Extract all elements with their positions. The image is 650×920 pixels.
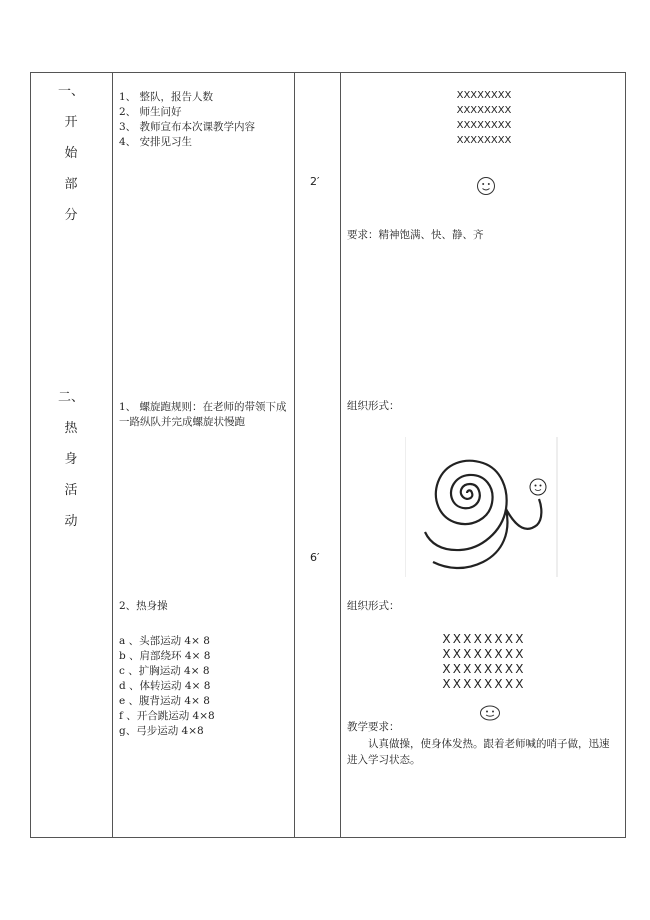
exercise-item: d 、体转运动 4× 8 [119, 680, 211, 692]
start-item: 3、 教师宣布本次课教学内容 [119, 121, 256, 133]
exercise-title: 2、热身操 [119, 600, 168, 612]
start-item: 1、 整队，报告人数 [119, 91, 214, 103]
formation-row: XXXXXXXX [442, 632, 526, 646]
teaching-req-text: 认真做操，使身体发热。跟着老师喊的哨子做，迅速进入学习状态。 [347, 738, 610, 766]
spiral-path [425, 461, 507, 568]
section-char: 热 [64, 421, 78, 436]
exercise-item: c 、扩胸运动 4× 8 [119, 665, 210, 677]
start-formation [341, 88, 627, 148]
formation-row: XXXXXXXX [456, 105, 512, 116]
section-char: 部 [64, 177, 78, 192]
org-form-label: 组织形式： [347, 600, 400, 612]
section-number: 二、 [57, 390, 84, 405]
start-requirement: 要求：精神饱满、快、静、齐 [347, 229, 484, 241]
formation-row: XXXXXXXX [456, 90, 512, 101]
column-divider [294, 73, 295, 837]
section-number: 一、 [57, 84, 84, 99]
section-char: 始 [64, 146, 78, 161]
formation-row: XXXXXXXX [456, 135, 512, 146]
formation-row: XXXXXXXX [442, 662, 526, 676]
section-char: 开 [64, 115, 78, 130]
section-label-start [31, 85, 111, 240]
column-divider [340, 73, 341, 837]
column-divider [112, 73, 113, 837]
section-char: 活 [64, 483, 78, 498]
teaching-req-label: 教学要求： [347, 721, 400, 733]
exercise-item: e 、腹背运动 4× 8 [119, 695, 210, 707]
spiral-rule: 1、 螺旋跑规则：在老师的带领下成一路纵队并完成螺旋状慢跑 [119, 401, 287, 428]
warmup-time: 6′ [310, 551, 320, 564]
exercise-item: f 、开合跳运动 4×8 [119, 710, 215, 722]
spiral-tail [506, 499, 541, 529]
warmup-formation [341, 632, 627, 692]
spiral-run-diagram [405, 437, 559, 577]
start-item: 4、 安排见习生 [119, 136, 193, 148]
teacher-smiley-icon [530, 479, 546, 495]
formation-row: XXXXXXXX [442, 647, 526, 661]
teacher-smiley-icon [476, 176, 496, 196]
section-char: 身 [64, 452, 78, 467]
teacher-smiley-icon [479, 705, 501, 721]
section-char: 动 [64, 514, 78, 529]
org-form-label: 组织形式： [347, 400, 400, 412]
lesson-plan-table [30, 72, 626, 838]
exercise-item: b 、肩部绕环 4× 8 [119, 650, 211, 662]
section-char: 分 [64, 208, 78, 223]
section-label-warmup [31, 391, 111, 546]
start-time: 2′ [310, 175, 320, 188]
exercise-item: g、弓步运动 4×8 [119, 725, 204, 737]
formation-row: XXXXXXXX [442, 677, 526, 691]
exercise-item: a 、头部运动 4× 8 [119, 635, 210, 647]
start-item: 2、 师生问好 [119, 106, 182, 118]
formation-row: XXXXXXXX [456, 120, 512, 131]
